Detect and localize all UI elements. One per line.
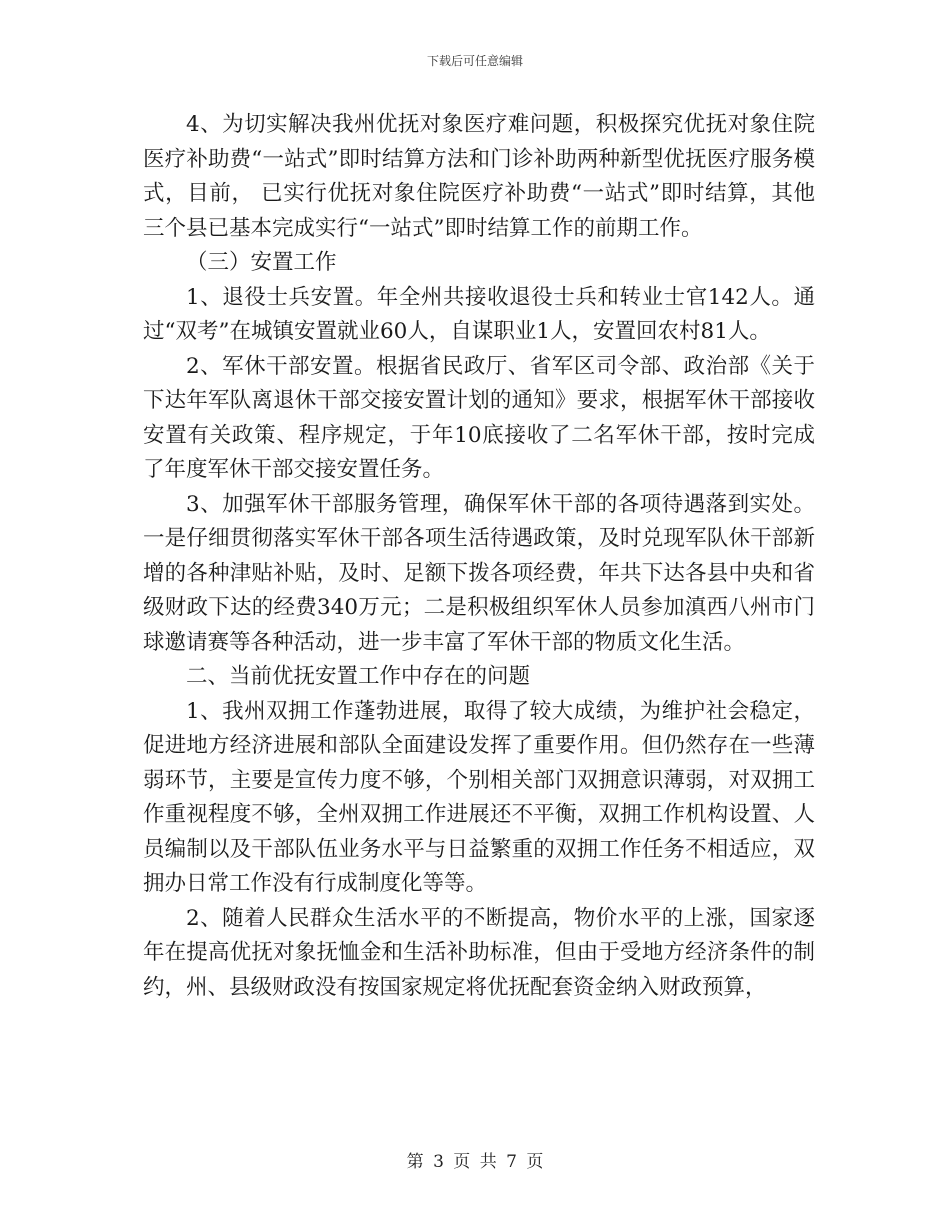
paragraph-medical-settlement: 4、为切实解决我州优抚对象医疗难问题，积极探究优抚对象住院医疗补助费“一站式”即时结算方法和门诊补助两种新型优抚医疗服务模式，目前， 已实行优抚对象住院医疗补助费“一站式”即时结算，其他三个县已基本完成实行“一站式”即时结算工作的前期工作。 (143, 112, 815, 241)
paragraph-retired-cadre-service: 3、加强军休干部服务管理，确保军休干部的各项待遇落到实处。一是仔细贯彻落实军休干部各项生活待遇政策，及时兑现军队休干部新增的各种津贴补贴，及时、足额下拨各项经费，年共下达各县中央和省级财政下达的经费340万元；二是积极组织军休人员参加滇西八州市门球邀请赛等各种活动，进一步丰富了军休干部的物质文化生活。 (143, 491, 815, 655)
paragraph-problem-2: 2、随着人民群众生活水平的不断提高，物价水平的上涨，国家逐年在提高优抚对象抚恤金和生活补助标准，但由于受地方经济条件的制约，州、县级财政没有按国家规定将优抚配套资金纳入财政预算， (143, 905, 815, 1000)
paragraph-veteran-placement: 1、退役士兵安置。年全州共接收退役士兵和转业士官142人。通过“双考”在城镇安置就业60人，自谋职业1人，安置回农村81人。 (143, 284, 815, 344)
paragraph-problem-1: 1、我州双拥工作蓬勃进展，取得了较大成绩，为维护社会稳定，促进地方经济进展和部队全面建设发挥了重要作用。但仍然存在一些薄弱环节，主要是宣传力度不够，个别相关部门双拥意识薄弱，对双拥工作重视程度不够，全州双拥工作进展还不平衡，双拥工作机构设置、人员编制以及干部队伍业务水平与日益繁重的双拥工作任务不相适应，双拥办日常工作没有行成制度化等等。 (143, 698, 815, 896)
section-heading-problems: 二、当前优抚安置工作中存在的问题 (186, 664, 531, 689)
page-header: 下载后可任意编辑 (426, 54, 523, 68)
section-heading-placement: （三）安置工作 (186, 250, 337, 275)
document-body (143, 108, 815, 1005)
page-number: 第 3 页 共 7 页 (406, 1152, 544, 1172)
paragraph-retired-cadre-placement: 2、军休干部安置。根据省民政厅、省军区司令部、政治部《关于下达年军队离退休干部交接安置计划的通知》要求，根据军休干部接收安置有关政策、程序规定，于年10底接收了二名军休干部，按时完成了年度军休干部交接安置任务。 (143, 353, 815, 482)
